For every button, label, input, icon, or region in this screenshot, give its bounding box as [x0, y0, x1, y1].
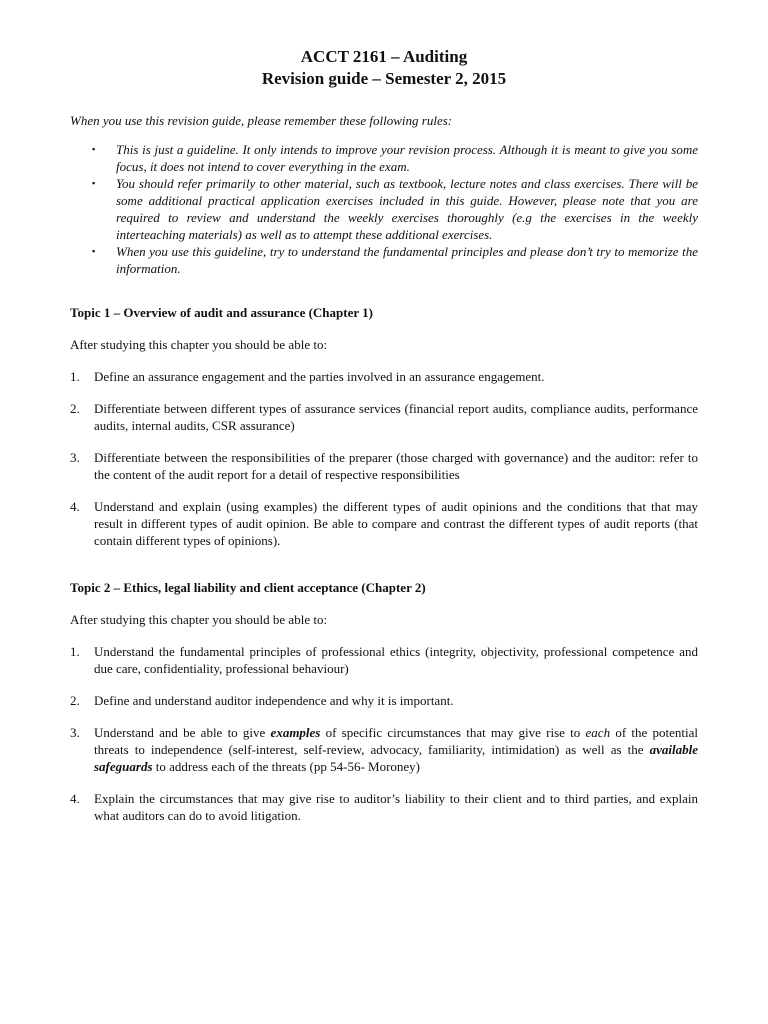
item-number: 3.	[70, 725, 80, 740]
emphasis-available-safeguards: available safeguards	[94, 742, 698, 774]
rule-item	[92, 141, 698, 175]
title-block	[70, 0, 698, 90]
rule-text: When you use this guideline, try to understand the fundamental principles and please don’t try to memorize the information.	[116, 244, 698, 276]
item-text: Define and understand auditor independence and why it is important.	[94, 693, 454, 708]
topic2-heading: Topic 2 – Ethics, legal liability and client acceptance (Chapter 2)	[70, 580, 426, 595]
course-title: ACCT 2161 – Auditing	[300, 47, 468, 66]
item-text: Understand the fundamental principles of professional ethics (integrity, objectivity, professional competence and due care, confidentiality, professional behaviour)	[94, 644, 698, 676]
topic1-item-4	[70, 498, 698, 549]
bullet-icon: ▪	[92, 144, 96, 154]
item-number: 2.	[70, 401, 80, 416]
item-text: Differentiate between different types of assurance services (financial report audits, compliance audits, performance audits, internal audits, CSR assurance)	[94, 401, 698, 433]
item-number: 2.	[70, 693, 80, 708]
item-number: 4.	[70, 499, 80, 514]
item-text: Differentiate between the responsibilities of the preparer (those charged with governance) and the auditor: refer to the content of the audit report for a detail of respective responsibilities	[94, 450, 698, 482]
item-text-part: of the potential threats to independence (self-interest, self-review, advocacy, familiarity, intimidation) as well as the	[94, 725, 698, 757]
rules-list	[70, 141, 698, 277]
intro-text: When you use this revision guide, please remember these following rules:	[70, 113, 453, 128]
item-text	[94, 725, 698, 774]
topic1-item-3	[70, 449, 698, 483]
topic1-item-1	[70, 368, 698, 385]
topic1-item-2	[70, 400, 698, 434]
topic2-item-2	[70, 692, 698, 709]
emphasis-each: each	[585, 725, 611, 740]
item-text-part: Understand and be able to give	[94, 725, 271, 740]
rule-item	[92, 175, 698, 243]
item-number: 3.	[70, 450, 80, 465]
topic2-item-3	[70, 724, 698, 775]
item-number: 1.	[70, 369, 80, 384]
item-text: Explain the circumstances that may give rise to auditor’s liability to their client and to third parties, and explain what auditors can do to avoid litigation.	[94, 791, 698, 823]
emphasis-examples: examples	[270, 725, 321, 740]
item-text-part: to address each of the threats (pp 54-56- Moroney)	[152, 759, 421, 774]
item-text-part: of specific circumstances that may give rise to	[320, 725, 586, 740]
item-text: Define an assurance engagement and the parties involved in an assurance engagement.	[94, 369, 545, 384]
topic1-heading: Topic 1 – Overview of audit and assurance (Chapter 1)	[70, 305, 373, 320]
bullet-icon: ▪	[92, 178, 96, 188]
topic2-lead: After studying this chapter you should be able to:	[70, 612, 328, 627]
item-number: 1.	[70, 644, 80, 659]
topic2-item-4	[70, 790, 698, 824]
rule-text: This is just a guideline. It only intends to improve your revision process. Although it is meant to give you some focus, it does not intend to cover everything in the exam.	[116, 142, 698, 174]
rule-item	[92, 243, 698, 277]
bullet-icon: ▪	[92, 246, 96, 256]
item-text: Understand and explain (using examples) the different types of audit opinions and the conditions that that may result in different types of audit opinion. Be able to compare and contrast the different types of audit reports (that contain different types of opinions).	[94, 499, 698, 548]
topic1-lead: After studying this chapter you should be able to:	[70, 337, 328, 352]
topic2-item-1	[70, 643, 698, 677]
guide-subtitle: Revision guide – Semester 2, 2015	[261, 69, 507, 88]
item-number: 4.	[70, 791, 80, 806]
rule-text: You should refer primarily to other material, such as textbook, lecture notes and class exercises. There will be some additional practical application exercises included in this guide. However, please note that you are required to review and understand the weekly exercises thoroughly (e.g the exercises in the weekly interteaching materials) as well as to attempt these additional exercises.	[116, 176, 698, 242]
